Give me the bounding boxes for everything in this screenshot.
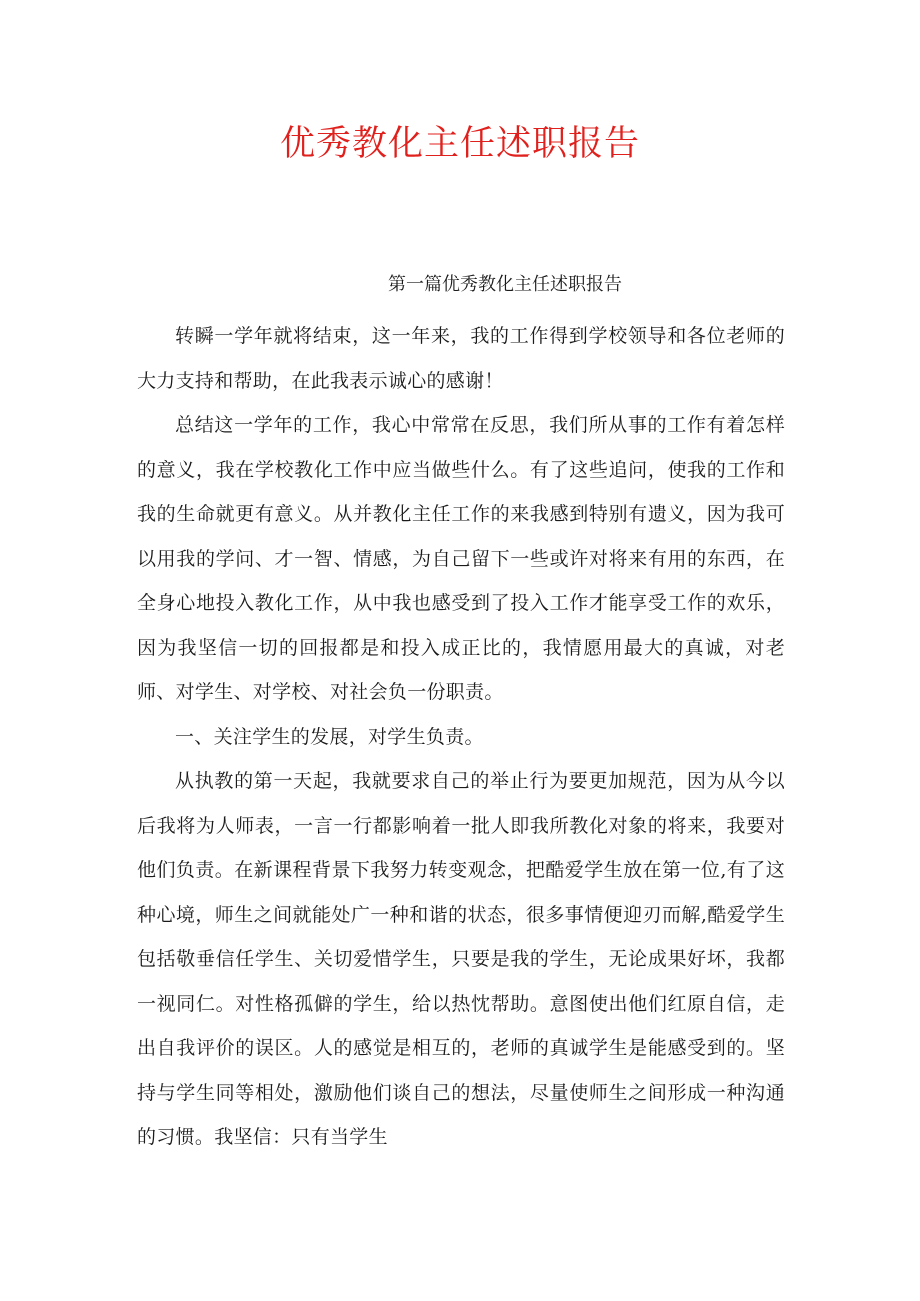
document-title: 优秀教化主任述职报告: [279, 124, 640, 164]
paragraph-section-1: 从执教的第一天起，我就要求自己的举止行为要更加规范，因为从今以后我将为人师表，一言一行都影响着一批人即我所教化对象的将来，我要对他们负责。在新课程背景下我努力转变观念，把酷爱学生放在第一位,有了这种心境，师生之间就能处广一种和谐的状态，很多事情便迎刃而解,酷爱学生包括敬垂信任学生、关切爱惜学生，只要是我的学生，无论成果好坏，我都一视同仁。对性格孤僻的学生，给以热忱帮助。意图使出他们红原自信，走出自我评价的误区。人的感觉是相互的，老师的真诚学生是能感受到的。坚持与学生同等相处，激励他们谈自己的想法，尽量使师生之间形成一种沟通的习惯。我坚信：只有当学生: [137, 770, 785, 1148]
document-subtitle: 第一篇优秀教化主任述职报告: [388, 274, 622, 295]
paragraph-intro: 转瞬一学年就将结束，这一年来，我的工作得到学校领导和各位老师的大力支持和帮助，在此我表示诚心的感谢！: [137, 325, 785, 392]
paragraph-summary: 总结这一学年的工作，我心中常常在反思，我们所从事的工作有着怎样的意义，我在学校教化工作中应当做些什么。有了这些追问，使我的工作和我的生命就更有意义。从并教化主任工作的来我感到特别有遗义，因为我可以用我的学问、才一智、情感，为自己留下一些或许对将来有用的东西，在全身心地投入教化工作，从中我也感受到了投入工作才能享受工作的欢乐，因为我坚信一切的回报都是和投入成正比的，我情愿用最大的真诚，对老师、对学生、对学校、对社会负一份职责。: [137, 414, 785, 703]
document-body: [137, 314, 785, 1160]
section-heading-1: 一、关注学生的发展，对学生负责。: [175, 725, 484, 748]
